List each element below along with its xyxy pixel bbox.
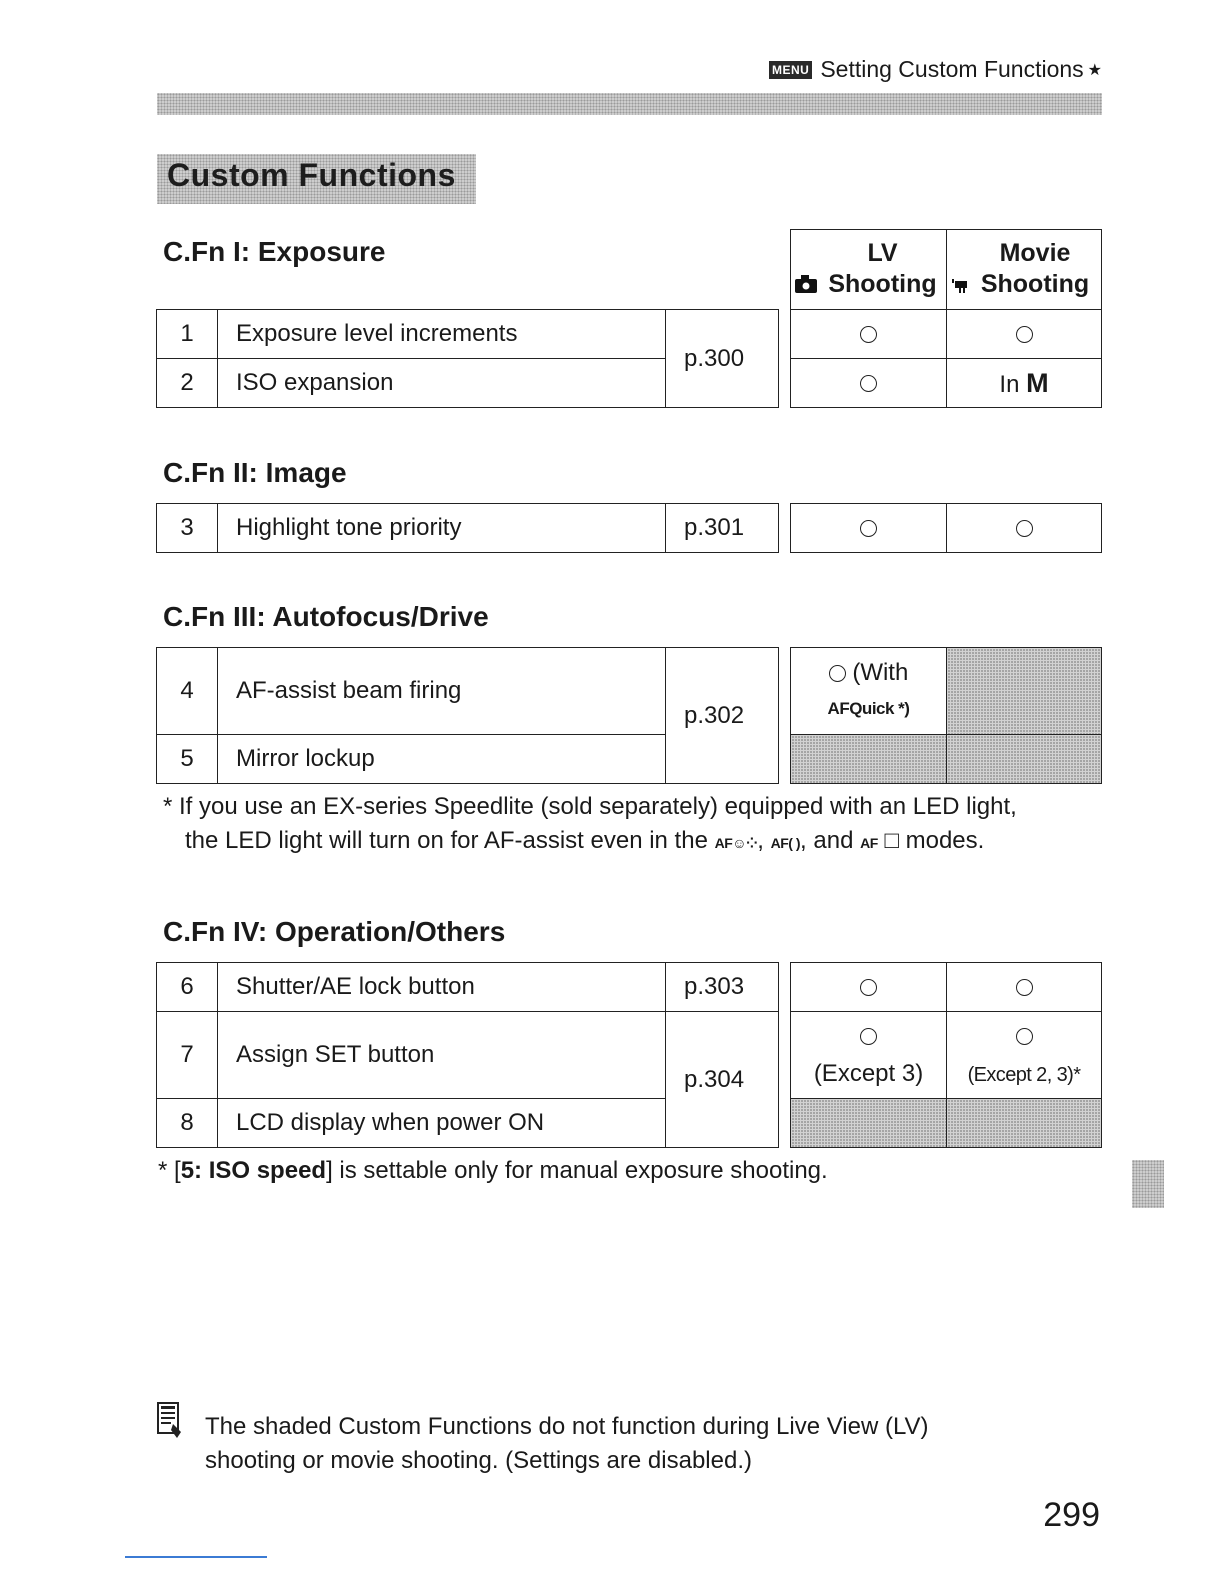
except-label: (Except 2, 3)*: [967, 1063, 1081, 1086]
footnote-text: * [: [158, 1157, 181, 1184]
lv-shooting-header: [791, 230, 947, 310]
lv-mark: [791, 1012, 947, 1099]
circle-icon: [860, 979, 877, 996]
shaded-cell: [947, 1099, 1102, 1148]
table-row: [157, 1012, 779, 1099]
side-tab: [1132, 1160, 1164, 1208]
table-exposure: [156, 309, 779, 408]
in-label: In: [999, 370, 1020, 398]
lv-mark: [791, 359, 947, 408]
movie-icon: [952, 270, 970, 301]
circle-icon: [860, 1028, 877, 1045]
group-title-operation: C.Fn IV: Operation/Others: [163, 916, 506, 947]
table-operation: [156, 962, 779, 1148]
row-page: p.302: [666, 648, 779, 784]
shaded-cell: [791, 1099, 947, 1148]
row-number: 2: [157, 359, 218, 408]
movie-mark: [947, 1012, 1102, 1099]
footnote-bold: 5: ISO speed: [180, 1157, 327, 1184]
footnote-line: * If you use an EX-series Speedlite (sold separately) equipped with an LED light,: [163, 793, 1017, 820]
table-operation-marks: [790, 962, 1102, 1148]
lv-mark: [791, 504, 947, 553]
row-page: p.300: [666, 310, 779, 408]
group-title-autofocus: C.Fn III: Autofocus/Drive: [163, 601, 489, 632]
memo-icon: [157, 1402, 183, 1440]
circle-icon: [1016, 1028, 1033, 1045]
row-name: LCD display when power ON: [218, 1099, 666, 1148]
bottom-note: [205, 1410, 929, 1478]
lv-mark: [791, 963, 947, 1012]
footnote-and: , and: [800, 827, 854, 854]
lv-header-text: LV Shooting: [828, 239, 937, 299]
menu-icon: MENU: [769, 61, 812, 79]
m-mode-label: M: [1026, 367, 1049, 398]
running-head: [769, 56, 1102, 83]
footnote-text: the LED light will turn on for AF-assist even in the: [185, 827, 708, 854]
row-name: Highlight tone priority: [218, 504, 666, 553]
group-title-exposure: C.Fn I: Exposure: [163, 236, 386, 267]
circle-icon: [860, 326, 877, 343]
row-number: 5: [157, 735, 218, 784]
circle-icon: [829, 665, 846, 682]
bottom-rule: [125, 1556, 267, 1558]
row-name: Shutter/AE lock button: [218, 963, 666, 1012]
footnote-operation: [158, 1154, 828, 1188]
running-title: Setting Custom Functions: [820, 56, 1084, 82]
row-number: 6: [157, 963, 218, 1012]
table-autofocus: [156, 647, 779, 784]
circle-icon: [1016, 520, 1033, 537]
lv-mark: [791, 648, 947, 735]
star-icon: ★: [1087, 61, 1102, 79]
bottom-note-line2: shooting or movie shooting. (Settings are disabled.): [205, 1447, 752, 1474]
face-icon: ☺⁘: [732, 835, 758, 851]
group-title-image: C.Fn II: Image: [163, 457, 347, 488]
row-number: 4: [157, 648, 218, 735]
row-page: p.301: [666, 504, 779, 553]
table-row: [157, 310, 779, 359]
circle-icon: [860, 520, 877, 537]
with-label: (With: [852, 659, 909, 686]
row-page: p.304: [666, 1012, 779, 1148]
camera-icon: [795, 270, 817, 301]
row-number: 7: [157, 1012, 218, 1099]
afquick-label: AFQuick *): [827, 699, 910, 718]
af-mode-live-face-icon: AF: [714, 835, 733, 851]
table-image: [156, 503, 779, 553]
row-name: Exposure level increments: [218, 310, 666, 359]
shaded-cell: [947, 648, 1102, 735]
except-label: (Except 3): [813, 1060, 924, 1087]
row-number: 1: [157, 310, 218, 359]
movie-mark: [947, 310, 1102, 359]
table-exposure-marks: [790, 309, 1102, 408]
row-name: ISO expansion: [218, 359, 666, 408]
row-name: Mirror lockup: [218, 735, 666, 784]
row-name: AF-assist beam firing: [218, 648, 666, 735]
footnote-text: ] is settable only for manual exposure shooting.: [326, 1157, 828, 1184]
movie-mark: [947, 504, 1102, 553]
row-number: 8: [157, 1099, 218, 1148]
circle-icon: [1016, 979, 1033, 996]
footnote-autofocus: [163, 790, 1113, 860]
bottom-note-line1: The shaded Custom Functions do not function during Live View (LV): [205, 1413, 929, 1440]
footnote-line: the LED light will turn on for AF-assist even in the AF☺⁘, AF( ), and AF □ modes.: [185, 827, 985, 854]
square-icon: □: [884, 827, 899, 854]
af-mode-single-icon: AF: [860, 835, 878, 851]
table-row: [157, 504, 779, 553]
circle-icon: [1016, 326, 1033, 343]
table-image-marks: [790, 503, 1102, 553]
movie-mark: [947, 963, 1102, 1012]
movie-mark: [947, 359, 1102, 408]
movie-header-text: Movie Shooting: [980, 239, 1090, 299]
circle-icon: [860, 375, 877, 392]
section-title: Custom Functions: [167, 157, 456, 193]
row-number: 3: [157, 504, 218, 553]
row-page: p.303: [666, 963, 779, 1012]
column-header-table: [790, 229, 1102, 310]
af-mode-flexizone-icon: AF( ): [770, 835, 801, 851]
page-number: 299: [1043, 1496, 1100, 1534]
table-autofocus-marks: [790, 647, 1102, 784]
table-row: [157, 648, 779, 735]
header-band: [157, 93, 1102, 115]
movie-shooting-header: [947, 230, 1102, 310]
row-name: Assign SET button: [218, 1012, 666, 1099]
shaded-cell: [947, 735, 1102, 784]
shaded-cell: [791, 735, 947, 784]
footnote-end: modes.: [905, 827, 985, 854]
table-row: [157, 963, 779, 1012]
lv-mark: [791, 310, 947, 359]
